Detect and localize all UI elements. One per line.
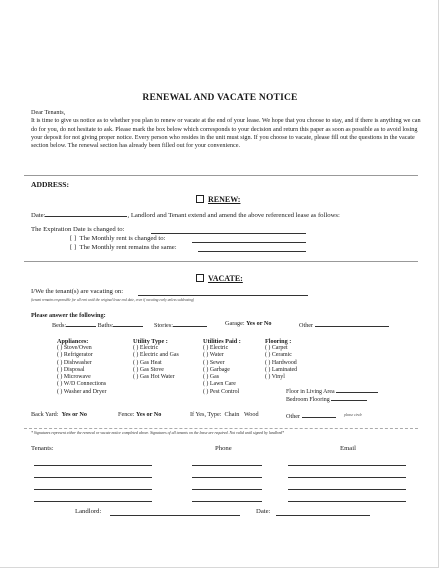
appliances-header: Appliances: <box>57 338 89 345</box>
renew-label: RENEW: <box>208 195 241 204</box>
rent-same-bracket[interactable]: [ ] <box>70 244 77 251</box>
email-label: Email <box>340 445 356 452</box>
if-yes-label: If Yes, Type: <box>190 411 222 418</box>
utility-type-column <box>133 338 179 381</box>
please-circle-note: please circle <box>344 413 363 417</box>
divider <box>24 428 418 429</box>
baths-label: Baths: <box>97 322 114 329</box>
flooring-column <box>265 338 297 381</box>
signature-note: * Signatures represent either the renewal or vacate notice completed above. Signatures of all tenants on the lease are required. Not valid until signed by landlord* <box>31 431 284 435</box>
utilities-paid-option[interactable]: ( ) Water <box>203 352 224 359</box>
tenant-email-line[interactable] <box>288 489 406 490</box>
wood-option[interactable]: Wood <box>243 411 259 418</box>
date-label: Date: <box>31 212 46 219</box>
rent-same-field[interactable] <box>198 251 306 252</box>
garage-label: Garage: <box>225 320 245 327</box>
landlord-date-line[interactable] <box>276 515 370 516</box>
vacate-label: VACATE: <box>208 274 243 283</box>
tenant-phone-line[interactable] <box>192 501 262 502</box>
vacating-field[interactable] <box>138 295 308 296</box>
utility-type-option[interactable]: ( ) Gas Hot Water <box>133 374 175 381</box>
garage-yes-no[interactable]: Yes or No <box>246 320 272 327</box>
fence-other-label: Other <box>286 413 301 420</box>
utility-type-header: Utility Type : <box>133 338 168 345</box>
landlord-signature-line[interactable] <box>110 515 240 516</box>
rent-changed-row <box>70 235 165 242</box>
appliance-option[interactable]: ( ) Stove/Oven <box>57 345 92 351</box>
utilities-paid-option[interactable]: ( ) Garbage <box>203 366 230 373</box>
appliances-column <box>57 338 106 396</box>
bedroom-flooring-field[interactable] <box>331 394 367 401</box>
beds-label: Beds: <box>52 322 67 329</box>
rent-same-label: The Monthly rent remains the same: <box>79 244 177 251</box>
salutation: Dear Tenants, <box>31 109 66 116</box>
vacate-checkbox[interactable] <box>196 274 204 282</box>
utility-type-option[interactable]: ( ) Gas Heat <box>133 359 162 366</box>
tenant-signature-line[interactable] <box>34 477 152 478</box>
stories-field[interactable] <box>173 320 207 327</box>
date-field[interactable] <box>45 210 127 217</box>
flooring-option[interactable]: ( ) Vinyl <box>265 374 285 381</box>
floor-living-field[interactable] <box>336 386 378 393</box>
back-yard-row <box>31 411 87 418</box>
utilities-paid-option[interactable]: ( ) Electric <box>203 345 229 351</box>
flooring-header: Flooring : <box>265 338 292 345</box>
appliance-option[interactable]: ( ) Disposal <box>57 366 85 373</box>
fence-row <box>118 411 161 418</box>
utilities-paid-header: Utilities Paid : <box>203 338 241 345</box>
tenant-phone-line[interactable] <box>192 477 262 478</box>
tenant-signature-line[interactable] <box>34 501 152 502</box>
intro-body: It is time to give us notice as to whether you plan to renew or vacate at the end of your lease. We hope that you choose to stay, and if there is anything we can do for you, do not hesitate to ask. Please mark the box below which corresponds to your decision and return this paper as soon as possible as to avoid losing your deposit for not giving proper notice. Every person who resides in the unit must sign. If you choose to vacate, please fill out the questions in the vacate section below. The renewal section has already been filled out for your convenience. <box>31 117 421 150</box>
rent-changed-label: The Monthly rent is changed to: <box>79 235 166 242</box>
utilities-paid-option[interactable]: ( ) Pest Control <box>203 388 240 395</box>
fence-type-row <box>190 411 259 418</box>
rent-changed-bracket[interactable]: [ ] <box>70 235 77 242</box>
tenant-email-line[interactable] <box>288 501 406 502</box>
appliance-option[interactable]: ( ) Refrigerator <box>57 352 93 359</box>
appliance-option[interactable]: ( ) Microwave <box>57 374 91 381</box>
renew-checkbox[interactable] <box>196 195 204 203</box>
other-row <box>299 320 389 329</box>
other-field[interactable] <box>315 320 389 327</box>
garage-row <box>225 320 271 327</box>
vacate-heading <box>196 268 243 286</box>
flooring-option[interactable]: ( ) Carpet <box>265 345 288 351</box>
beds-field[interactable] <box>66 320 96 327</box>
flooring-option[interactable]: ( ) Laminated <box>265 366 298 373</box>
flooring-option[interactable]: ( ) Ceramic <box>265 352 292 359</box>
expiration-label: The Expiration Date is changed to: <box>31 226 125 233</box>
utility-type-option[interactable]: ( ) Electric and Gas <box>133 352 179 359</box>
other-label: Other <box>299 322 314 329</box>
date-tail: , Landlord and Tenant extend and amend the above referenced lease as follows: <box>127 212 340 219</box>
answer-label: Please answer the following: <box>31 312 106 319</box>
vacating-label: I/We the tenant(s) are vacating on: <box>31 288 124 295</box>
utilities-paid-option[interactable]: ( ) Lawn Care <box>203 381 236 388</box>
utilities-paid-column <box>203 338 241 396</box>
chain-option[interactable]: Chain <box>224 411 240 418</box>
bedroom-flooring-row <box>286 394 367 404</box>
fence-yes-no[interactable]: Yes or No <box>136 411 162 418</box>
beds-row <box>52 320 143 329</box>
renew-heading <box>196 189 240 207</box>
fence-other-field[interactable] <box>302 411 336 418</box>
fence-other-row <box>286 411 336 420</box>
tenants-label: Tenants: <box>31 445 54 452</box>
utility-type-option[interactable]: ( ) Gas Stove <box>133 366 164 373</box>
back-yard-yes-no[interactable]: Yes or No <box>61 411 87 418</box>
fence-label: Fence: <box>118 411 135 418</box>
intro-block <box>31 109 421 150</box>
tenant-phone-line[interactable] <box>192 489 262 490</box>
rent-same-row <box>70 244 177 251</box>
appliance-option[interactable]: ( ) Washer and Dryer <box>57 388 107 395</box>
tenant-signature-line[interactable] <box>34 489 152 490</box>
appliance-option[interactable]: ( ) Dishwasher <box>57 359 92 366</box>
expiration-field[interactable] <box>151 233 306 234</box>
floor-living-label: Floor in Living Area <box>286 389 335 395</box>
stories-row <box>154 320 207 329</box>
tenant-email-line[interactable] <box>288 465 406 466</box>
utility-type-option[interactable]: ( ) Electric <box>133 345 159 351</box>
tenant-signature-line[interactable] <box>34 465 152 466</box>
tenant-email-line[interactable] <box>288 477 406 478</box>
utilities-paid-option[interactable]: ( ) Sewer <box>203 359 225 366</box>
divider <box>24 175 418 176</box>
phone-label: Phone <box>215 445 232 452</box>
document-title: RENEWAL AND VACATE NOTICE <box>142 93 298 103</box>
stories-label: Stories: <box>154 322 173 329</box>
bedroom-flooring-label: Bedroom Flooring <box>286 397 330 403</box>
landlord-label: Landlord: <box>75 508 102 515</box>
rent-changed-field[interactable] <box>192 242 306 243</box>
utilities-paid-option[interactable]: ( ) Gas <box>203 374 220 381</box>
back-yard-label: Back Yard: <box>31 411 59 418</box>
vacating-note: (tenant remains responsible for all rent until the original lease end date, even if vacating early unless subleasing) <box>31 298 195 302</box>
baths-field[interactable] <box>113 320 143 327</box>
appliance-option[interactable]: ( ) W/D Connections <box>57 381 107 388</box>
divider <box>24 261 418 262</box>
tenant-phone-line[interactable] <box>192 465 262 466</box>
address-label: ADDRESS: <box>31 180 69 189</box>
renew-date-row <box>31 210 340 219</box>
landlord-date-label: Date: <box>256 508 271 515</box>
flooring-option[interactable]: ( ) Hardwood <box>265 359 297 366</box>
